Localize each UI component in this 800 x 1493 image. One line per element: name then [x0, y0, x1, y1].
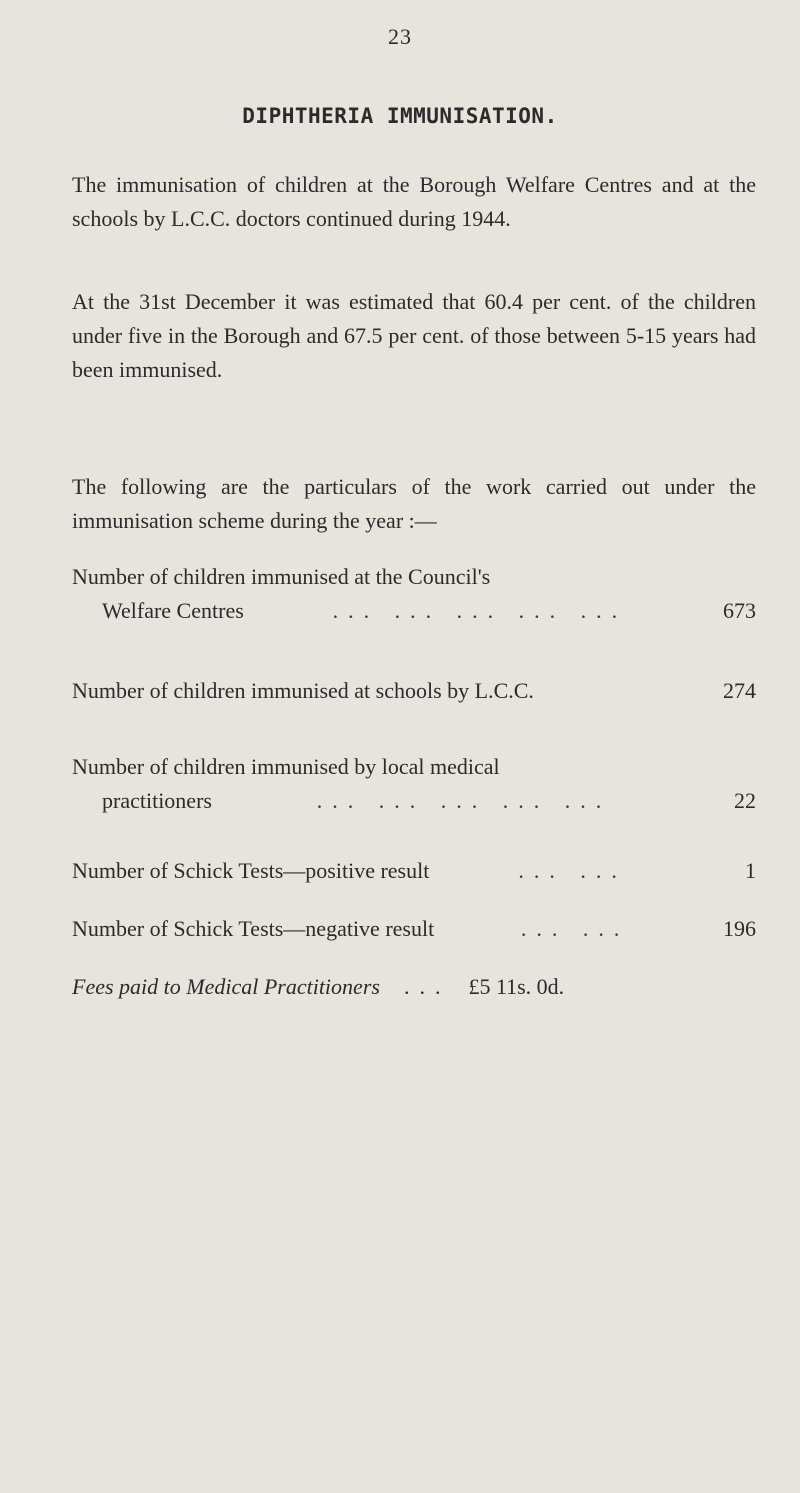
intro-paragraph: The immunisation of children at the Borough Welfare Centres and at the schools by L.C.C. doctors continued during 1944.: [72, 172, 756, 231]
list-item-practitioners: [72, 750, 756, 818]
item-label-continued: practitioners: [102, 788, 212, 813]
item-value: 274: [723, 678, 756, 703]
item-value: 1: [745, 858, 756, 883]
item-value: 22: [734, 788, 756, 813]
fees-value: £5 11s. 0d.: [468, 974, 565, 999]
fees-label: Fees paid to Medical Practitioners: [72, 974, 380, 999]
item-value: 673: [723, 598, 756, 623]
item-label: Number of Schick Tests—positive result: [72, 858, 430, 883]
item-label-continued: Welfare Centres: [102, 598, 244, 623]
list-item-schick-positive: [72, 854, 756, 888]
dot-leader: ...: [403, 974, 451, 999]
item-value: 196: [723, 916, 756, 941]
dot-leader: ... ...: [520, 916, 630, 941]
page-number: 23: [388, 24, 412, 49]
item-label: Number of children immunised at schools by L.C.C.: [72, 678, 534, 703]
fees-line: [72, 970, 756, 1004]
dot-leader: ... ...: [518, 858, 627, 883]
list-item-schools: [72, 674, 756, 708]
particulars-paragraph: The following are the particulars of the work carried out under the immunisation scheme during the year :—: [72, 474, 756, 533]
section-heading: DIPHTHERIA IMMUNISATION.: [242, 104, 558, 128]
estimate-paragraph: At the 31st December it was estimated that 60.4 per cent. of the children under five in the Borough and 67.5 per cent. of those between 5-15 years had been immunised.: [72, 289, 756, 382]
dot-leader: ... ... ... ... ...: [332, 598, 628, 623]
list-item-welfare-centres: [72, 560, 756, 628]
item-label: Number of Schick Tests—negative result: [72, 916, 435, 941]
list-item-schick-negative: [72, 912, 756, 946]
dot-leader: ... ... ... ... ...: [316, 788, 612, 813]
item-label: Number of children immunised by local medical: [72, 754, 500, 779]
item-label: Number of children immunised at the Council's: [72, 564, 491, 589]
